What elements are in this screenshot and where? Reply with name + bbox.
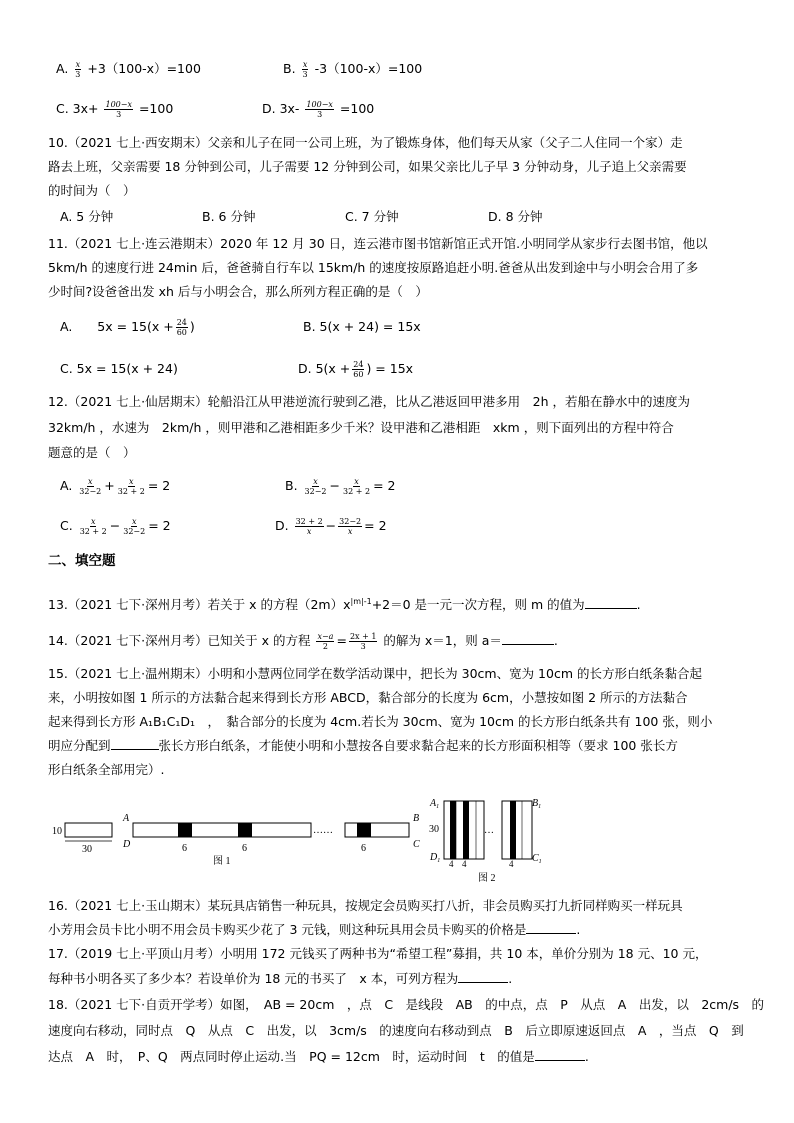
frac-numerator: 100−x xyxy=(306,100,333,109)
operator: − xyxy=(329,478,341,493)
frac-numerator: x xyxy=(129,477,134,486)
answer-blank[interactable] xyxy=(111,737,159,750)
fig2-overlap-2 xyxy=(463,801,469,859)
q11-option-d-fraction xyxy=(352,360,364,379)
q9-option-b-fraction xyxy=(302,60,309,79)
q12-option-d-tail: = 2 xyxy=(364,518,387,533)
frac-denominator: 32−2 xyxy=(79,487,102,496)
fig1-overlap-label-3: 6 xyxy=(361,843,366,854)
q12-option-b-label: B. xyxy=(285,478,298,493)
q14-head: 14.（2021 七下·深州月考）已知关于 x 的方程 xyxy=(48,633,311,648)
q12-option-d-fraction-1 xyxy=(295,517,324,536)
q11-line-2: 5km/h 的速度行进 24min 后，爸爸骑自行车以 15km/h 的速度按原路追赶小明.爸爸从出发到途中与小明会合用了多 xyxy=(48,260,699,275)
q9-option-a xyxy=(56,60,201,79)
q18-end: . xyxy=(584,1049,589,1064)
q10-line-1: 10.（2021 七上·西安期末）父亲和儿子在同一公司上班，为了锻炼身体，他们每天从家（父子二人住同一个家）走 xyxy=(48,135,683,150)
q12-option-b xyxy=(285,477,395,496)
fig2-vertex-b1: $B_1$ xyxy=(532,798,542,810)
answer-blank[interactable] xyxy=(526,921,576,934)
operator: − xyxy=(109,518,121,533)
frac-denominator: 32 + 2 xyxy=(79,527,107,536)
q11-option-a-fraction xyxy=(176,318,188,337)
q14-equals: = xyxy=(336,633,347,648)
q12-option-c-label: C. xyxy=(60,518,73,533)
frac-denominator: 3 xyxy=(116,110,122,119)
figure-1 xyxy=(45,808,430,868)
q9-option-a-label: A. xyxy=(56,61,69,76)
q12-option-a-fraction-1 xyxy=(78,477,102,496)
q13-head: 13.（2021 七下·深州月考）若关于 x 的方程（2m）x xyxy=(48,597,351,613)
fig2-overlap-3 xyxy=(510,801,516,859)
q9-option-d-fraction xyxy=(305,100,333,119)
q9-option-d xyxy=(262,100,374,119)
frac-numerator: 2x + 1 xyxy=(349,632,377,641)
q10-option-b: B. 6 分钟 xyxy=(202,209,256,224)
q9-option-c-label: C. 3x+ xyxy=(56,101,99,116)
frac-numerator: 24 xyxy=(176,318,187,327)
q16-line-2 xyxy=(48,921,580,939)
fig1-overlap-3 xyxy=(357,823,371,837)
frac-numerator: x−a xyxy=(317,632,334,641)
q10-option-a: A. 5 分钟 xyxy=(60,209,114,224)
q9-option-c-fraction xyxy=(104,100,132,119)
q11-option-a-label: A. 5x = 15(x + xyxy=(60,319,174,334)
q11-line-3: 少时间?设爸爸出发 xh 后与小明会合，那么所列方程正确的是（ ） xyxy=(48,284,428,299)
q12-option-a-tail: = 2 xyxy=(147,478,171,493)
operator: + xyxy=(104,478,115,493)
fig2-height-label: 30 xyxy=(429,824,439,835)
frac-denominator: 3 xyxy=(302,70,308,79)
q12-option-d-fraction-2 xyxy=(338,517,362,536)
fig1-vertex-b: B xyxy=(413,813,420,824)
frac-denominator: 3 xyxy=(360,642,366,651)
fig2-width-label-2: 4 xyxy=(462,859,467,869)
answer-blank[interactable] xyxy=(458,970,508,983)
frac-numerator: x xyxy=(313,477,318,486)
q9-option-a-fraction xyxy=(74,60,81,79)
fig1-overlap-1 xyxy=(178,823,192,837)
q11-option-d-label: D. 5(x + xyxy=(298,361,351,376)
q14-end: . xyxy=(553,633,558,648)
frac-denominator: x xyxy=(347,527,353,536)
fig2-width-label-1: 4 xyxy=(449,859,454,869)
q12-option-c-fraction-1 xyxy=(79,517,108,536)
q17-end: . xyxy=(508,971,513,986)
fig1-overlap-label-2: 6 xyxy=(242,843,247,854)
q13-tail: +2＝0 是一元一次方程，则 m 的值为 xyxy=(371,597,585,613)
q11-option-b: B. 5(x + 24) = 15x xyxy=(303,319,421,334)
fig2-ellipsis: … xyxy=(484,825,494,836)
q12-option-d-label: D. xyxy=(275,518,289,533)
frac-numerator: x xyxy=(131,517,137,526)
q9-option-c xyxy=(56,100,173,119)
frac-numerator: x xyxy=(88,477,93,486)
q11-line-1: 11.（2021 七上·连云港期末）2020 年 12 月 30 日，连云港市图书馆新馆正式开馆.小明同学从家步行去图书馆，他以 xyxy=(48,236,708,251)
q11-option-a-tail: ) xyxy=(189,319,195,334)
q13-line xyxy=(48,593,641,614)
fig2-vertex-a1: $A_1$ xyxy=(430,798,440,810)
q13-end: . xyxy=(636,597,641,613)
q13-exponent: |m|-1 xyxy=(350,597,372,606)
q18-line-2: 速度向右移动，同时点 Q 从点 C 出发，以 3cm/s 的速度向右移动到点 B 后立即原速返回点 A ，当点 Q 到 xyxy=(48,1023,744,1038)
q9-option-b-label: B. xyxy=(283,61,296,76)
q9-option-d-label: D. 3x- xyxy=(262,101,300,116)
q15-line-4-end: 张长方形白纸条，才能使小明和小慧按各自要求黏合起来的长方形面积相等（要求 100 张长方 xyxy=(158,738,678,753)
frac-denominator: x xyxy=(306,527,312,536)
frac-denominator: 2 xyxy=(322,642,328,651)
q11-option-a xyxy=(60,318,195,337)
q15-line-2: 来，小明按如图 1 所示的方法黏合起来得到长方形 ABCD，黏合部分的长度为 6cm，小慧按如图 2 所示的方法黏合 xyxy=(48,690,688,705)
answer-blank[interactable] xyxy=(502,632,554,645)
q12-option-c-tail: = 2 xyxy=(148,518,171,533)
fig1-strip-chain-left xyxy=(133,823,311,837)
q15-line-4 xyxy=(48,737,678,755)
fig2-vertex-d1: $D_1$ xyxy=(430,852,441,864)
q18-line-1: 18.（2021 七下·自贡开学考）如图， AB = 20cm ，点 C 是线段 AB 的中点，点 P 从点 A 出发，以 2cm/s 的 xyxy=(48,997,765,1012)
q14-tail: 的解为 x＝1，则 a＝ xyxy=(383,633,502,648)
fig1-overlap-2 xyxy=(238,823,252,837)
frac-denominator: 32 + 2 xyxy=(117,487,145,496)
frac-numerator: 24 xyxy=(353,360,364,369)
q17-line-1: 17.（2019 七上·平顶山月考）小明用 172 元钱买了两种书为“希望工程”募捐，共 10 本，单价分别为 18 元、10 元， xyxy=(48,946,708,961)
q11-option-d-tail: ) = 15x xyxy=(366,361,414,376)
q17-line-2-text: 每种书小明各买了多少本？若设单价为 18 元的书买了 x 本，可列方程为 xyxy=(48,971,459,986)
q16-end: . xyxy=(576,922,581,937)
frac-numerator: 100−x xyxy=(105,100,132,109)
q12-option-c xyxy=(60,517,171,536)
q18-line-3 xyxy=(48,1048,589,1066)
q12-option-a-fraction-2 xyxy=(117,477,146,496)
q11-option-c: C. 5x = 15(x + 24) xyxy=(60,361,178,376)
q12-option-b-fraction-1 xyxy=(304,477,328,496)
q17-line-2 xyxy=(48,970,512,988)
fig2-vertex-c1: $C_1$ xyxy=(532,853,542,865)
operator: − xyxy=(325,518,337,533)
q16-line-2-text: 小芳用会员卡比小明不用会员卡购买少花了 3 元钱，则这种玩具用会员卡购买的价格是 xyxy=(48,922,527,937)
q12-option-d xyxy=(275,517,387,536)
frac-numerator: x xyxy=(354,477,359,486)
q9-option-d-tail: =100 xyxy=(339,101,375,116)
q12-option-a xyxy=(60,477,170,496)
frac-denominator: 3 xyxy=(75,70,81,79)
fig1-vertex-d: D xyxy=(123,839,131,850)
frac-numerator: 32 + 2 xyxy=(295,517,323,526)
fig1-vertex-a: A xyxy=(123,813,130,824)
frac-numerator: x xyxy=(75,60,81,69)
frac-denominator: 32−2 xyxy=(304,487,327,496)
q14-fraction-1 xyxy=(316,632,334,651)
frac-denominator: 3 xyxy=(317,110,323,119)
q15-line-5: 形白纸条全部用完）. xyxy=(48,762,165,777)
answer-blank[interactable] xyxy=(585,596,637,609)
fig1-single-strip xyxy=(65,823,112,837)
frac-denominator: 60 xyxy=(353,370,364,379)
q9-option-b xyxy=(283,60,422,79)
q15-line-4-start: 明应分配到 xyxy=(48,738,111,753)
q12-option-a-label: A. xyxy=(60,478,73,493)
frac-numerator: x xyxy=(302,60,308,69)
q12-line-2: 32km/h ，水速为 2km/h ，则甲港和乙港相距多少千米？设甲港和乙港相距 xkm ，则下面列出的方程中符合 xyxy=(48,420,674,435)
fig2-strip-group-right xyxy=(502,801,532,859)
q18-line-3-text: 达点 A 时， P、Q 两点同时停止运动.当 PQ = 12cm 时，运动时间 t 的值是 xyxy=(48,1049,535,1064)
q9-option-b-tail: -3（100-x）=100 xyxy=(314,61,423,76)
fig2-overlap-1 xyxy=(450,801,456,859)
fig1-strip-chain-right xyxy=(345,823,409,837)
q10-option-d: D. 8 分钟 xyxy=(488,209,543,224)
fig2-width-label-3: 4 xyxy=(509,859,514,869)
fig1-overlap-label-1: 6 xyxy=(182,843,187,854)
fig1-vertex-c: C xyxy=(413,839,420,850)
q10-line-2: 路去上班，父亲需要 18 分钟到公司，儿子需要 12 分钟到公司，如果父亲比儿子早 3 分钟动身，儿子追上父亲需要 xyxy=(48,159,687,174)
frac-denominator: 32 + 2 xyxy=(343,487,371,496)
q9-option-c-tail: =100 xyxy=(138,101,174,116)
q11-option-d xyxy=(298,360,413,379)
q15-line-3: 起来得到长方形 A₁B₁C₁D₁ ， 黏合部分的长度为 4cm.若长为 30cm、宽为 10cm 的长方形白纸条共有 100 张，则小 xyxy=(48,714,713,729)
q14-fraction-2 xyxy=(349,632,377,651)
q9-option-a-tail: +3（100-x）=100 xyxy=(87,61,201,76)
q16-line-1: 16.（2021 七上·玉山期末）某玩具店销售一种玩具，按规定会员购买打八折，非会员购买打九折同样购买一样玩具 xyxy=(48,898,683,913)
section-heading-fill-in: 二、填空题 xyxy=(48,553,116,569)
q10-line-3: 的时间为（ ） xyxy=(48,183,136,198)
fig1-width-label: 10 xyxy=(52,826,62,837)
figure-2 xyxy=(428,795,550,887)
fig2-caption: 图 2 xyxy=(478,873,496,884)
q10-option-c: C. 7 分钟 xyxy=(345,209,399,224)
frac-denominator: 60 xyxy=(176,328,187,337)
q12-option-b-tail: = 2 xyxy=(373,478,396,493)
fig1-length-label: 30 xyxy=(82,844,92,855)
fig1-ellipsis: …… xyxy=(313,825,333,836)
frac-numerator: x xyxy=(90,517,96,526)
q12-option-c-fraction-2 xyxy=(122,517,146,536)
fig1-caption: 图 1 xyxy=(213,856,231,867)
answer-blank[interactable] xyxy=(535,1048,585,1061)
q14-line xyxy=(48,632,558,651)
q12-option-b-fraction-2 xyxy=(342,477,371,496)
q15-line-1: 15.（2021 七上·温州期末）小明和小慧两位同学在数学活动课中，把长为 30cm、宽为 10cm 的长方形白纸条黏合起 xyxy=(48,666,702,681)
q12-line-1: 12.（2021 七上·仙居期末）轮船沿江从甲港逆流行驶到乙港，比从乙港返回甲港多用 2h ，若船在静水中的速度为 xyxy=(48,394,690,409)
frac-denominator: 32−2 xyxy=(123,527,146,536)
q12-line-3: 题意的是（ ） xyxy=(48,445,136,460)
frac-numerator: 32−2 xyxy=(339,517,362,526)
